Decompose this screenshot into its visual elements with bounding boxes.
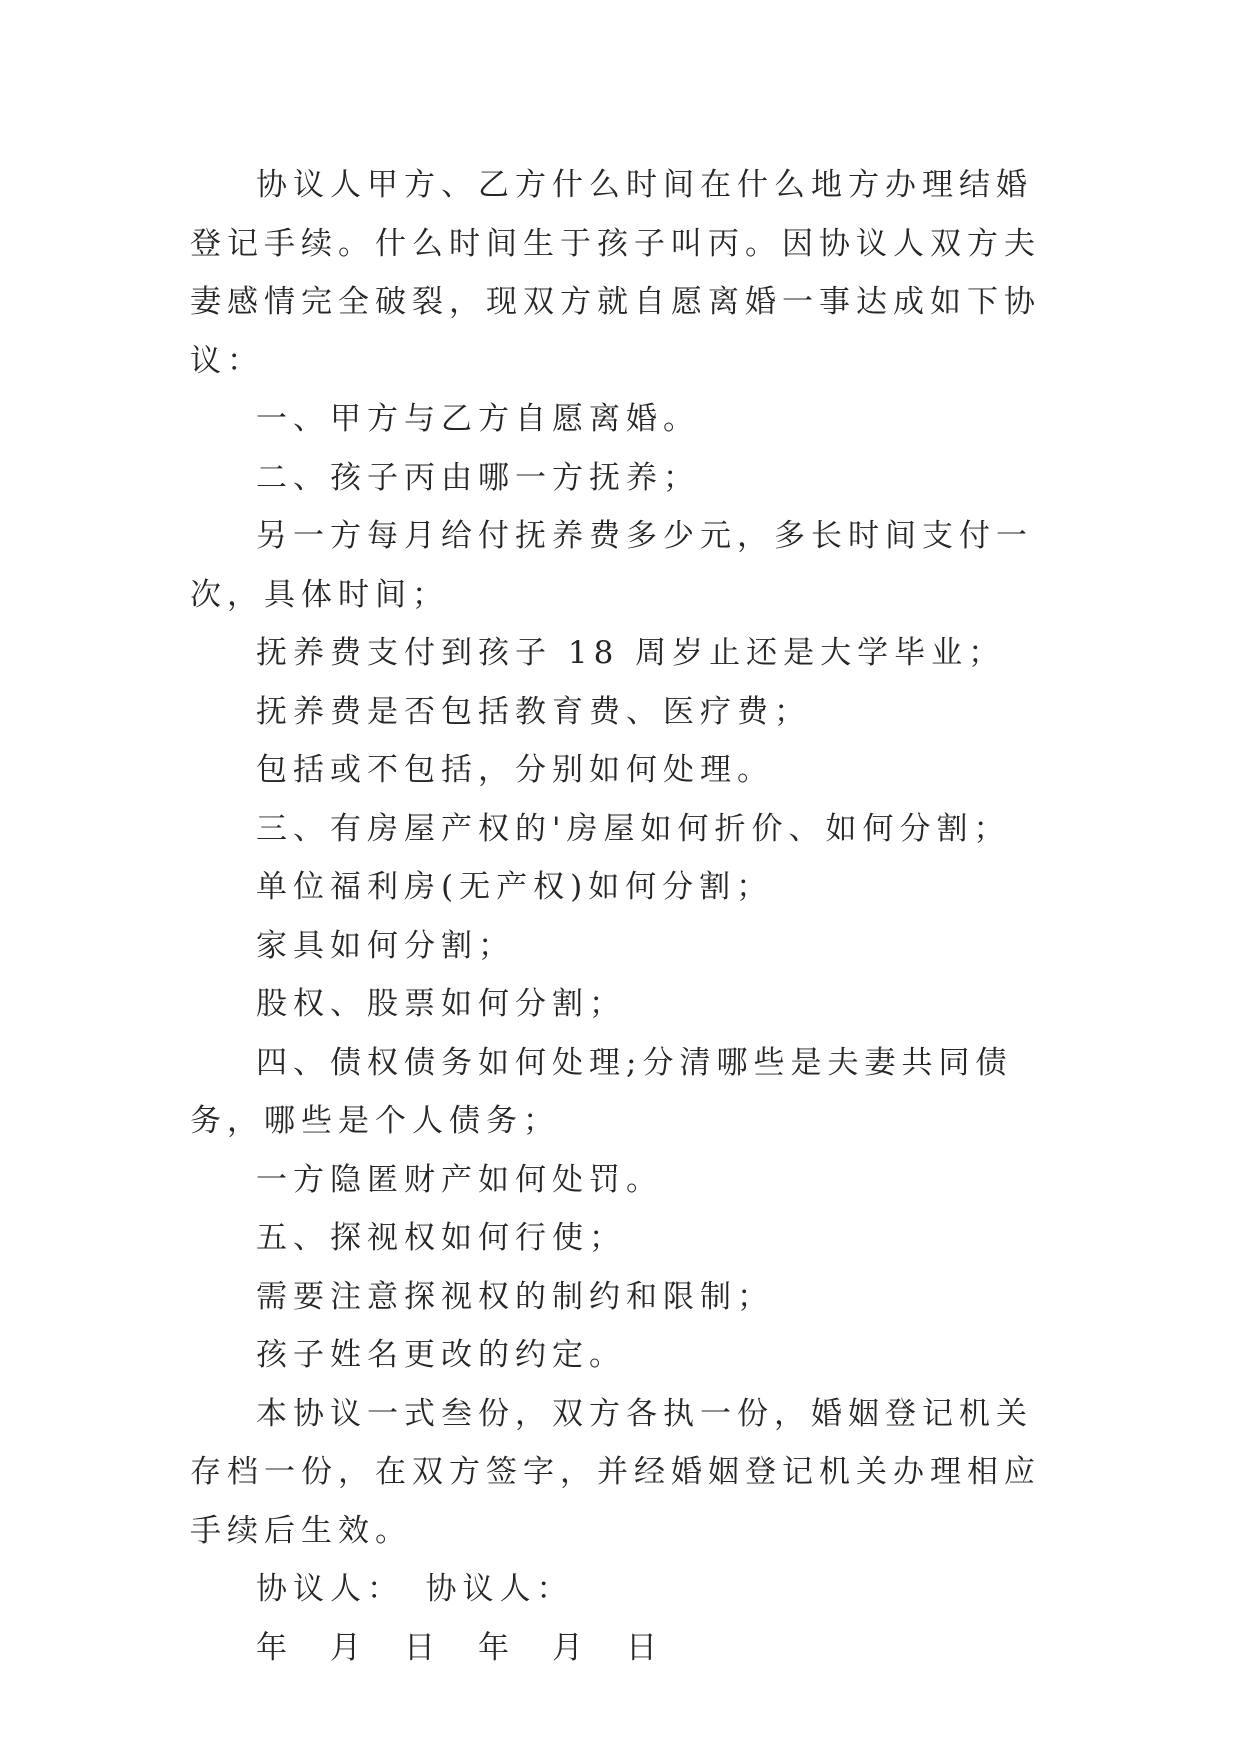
copies-paragraph: 本协议一式叁份，双方各执一份，婚姻登记机关存档一份，在双方签字，并经婚姻登记机关办理相应手续后生效。 xyxy=(190,1395,1041,1549)
welfare-housing-paragraph: 单位福利房(无产权)如何分割； xyxy=(256,869,774,905)
document-body xyxy=(190,156,1050,1677)
equity-paragraph: 股权、股票如何分割； xyxy=(256,986,626,1022)
support-duration-paragraph: 抚养费支付到孩子 18 周岁止还是大学毕业； xyxy=(256,635,1006,671)
clause-3-paragraph: 三、有房屋产权的'房屋如何折价、如何分割； xyxy=(256,810,1011,847)
support-payment-paragraph: 另一方每月给付抚养费多少元，多长时间支付一次，具体时间； xyxy=(190,518,1033,613)
intro-paragraph: 协议人甲方、乙方什么时间在什么地方办理结婚登记手续。什么时间生于孩子叫丙。因协议人双方夫妻感情完全破裂，现双方就自愿离婚一事达成如下协议： xyxy=(190,167,1041,379)
support-scope-paragraph: 抚养费是否包括教育费、医疗费； xyxy=(256,693,811,730)
hidden-assets-paragraph: 一方隐匿财产如何处罚。 xyxy=(256,1161,663,1198)
clause-1-paragraph: 一、甲方与乙方自愿离婚。 xyxy=(256,401,700,437)
date-line: 年 月 日 年 月 日 xyxy=(256,1629,663,1666)
clause-5-paragraph: 五、探视权如何行使； xyxy=(256,1220,626,1256)
signatories-line: 协议人： 协议人： xyxy=(256,1571,574,1607)
clause-4-paragraph: 四、债权债务如何处理;分清哪些是夫妻共同债务，哪些是个人债务； xyxy=(190,1044,1013,1139)
visitation-limits-paragraph: 需要注意探视权的制约和限制； xyxy=(256,1278,774,1315)
clause-2-paragraph: 二、孩子丙由哪一方抚养； xyxy=(256,459,700,496)
furniture-paragraph: 家具如何分割； xyxy=(256,927,515,964)
name-change-paragraph: 孩子姓名更改的约定。 xyxy=(256,1337,626,1373)
support-handling-paragraph: 包括或不包括，分别如何处理。 xyxy=(256,752,774,788)
